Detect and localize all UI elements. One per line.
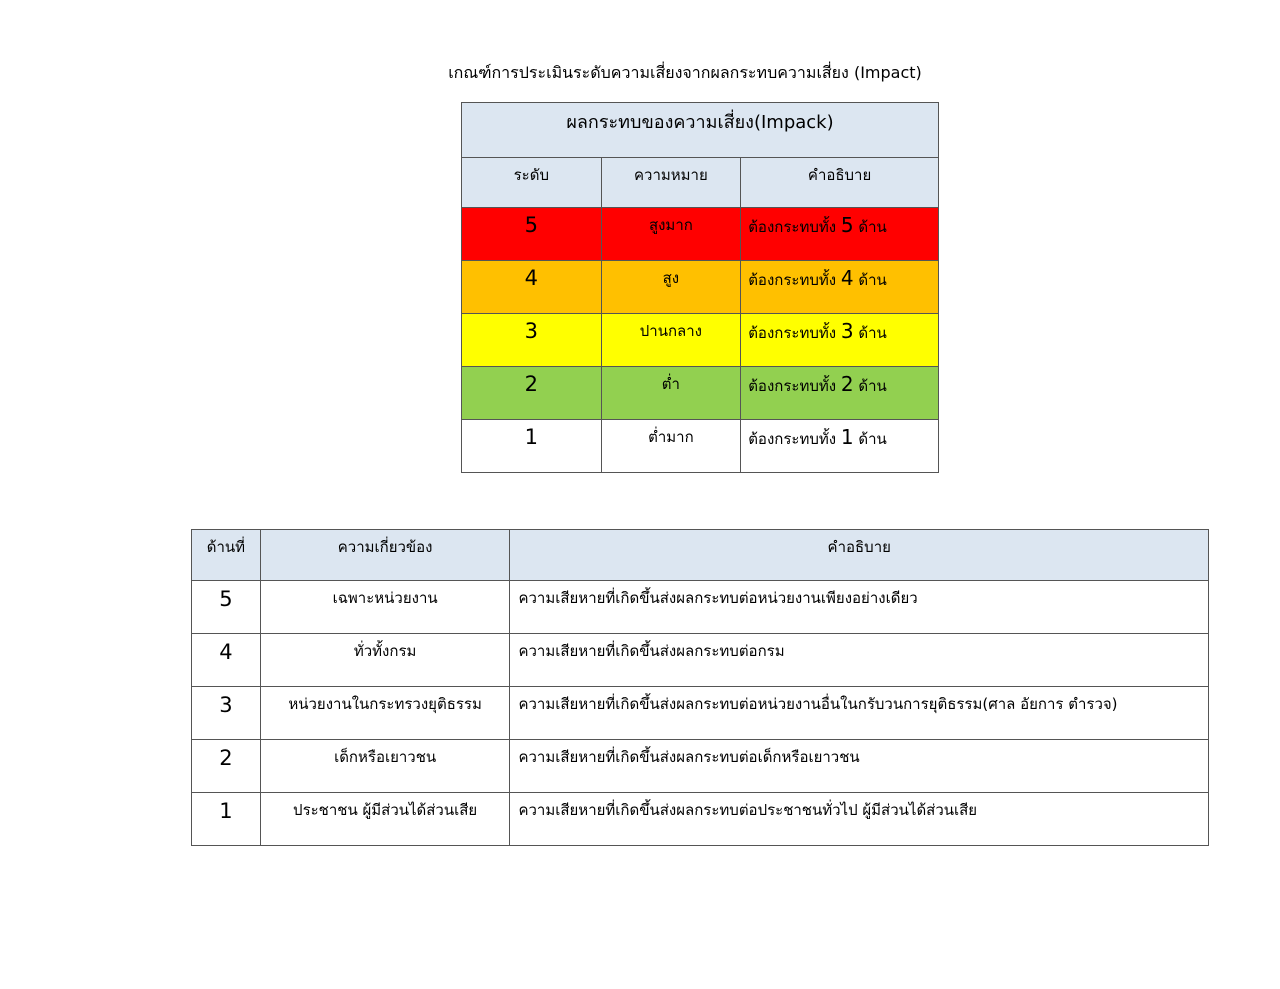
- aspect-header-row: [192, 530, 1209, 581]
- impact-row: [462, 314, 939, 367]
- header-relation: ความเกี่ยวข้อง: [260, 530, 510, 581]
- aspect-row: [192, 740, 1209, 793]
- aspect-row: [192, 581, 1209, 634]
- aspect-description: ความเสียหายที่เกิดขึ้นส่งผลกระทบต่อประชาชนทั่วไป ผู้มีส่วนได้ส่วนเสีย: [518, 801, 978, 819]
- aspect-number: 3: [219, 693, 233, 717]
- impact-row: [462, 261, 939, 314]
- impact-meaning: ปานกลาง: [639, 322, 702, 340]
- aspect-row: [192, 793, 1209, 846]
- header-meaning: ความหมาย: [601, 158, 741, 208]
- impact-level: 2: [524, 372, 538, 396]
- header-aspect-number: ด้านที่: [192, 530, 261, 581]
- aspect-row: [192, 634, 1209, 687]
- aspect-relation: ประชาชน ผู้มีส่วนได้ส่วนเสีย: [293, 801, 478, 819]
- impact-level: 1: [524, 425, 538, 449]
- impact-table: [461, 102, 939, 473]
- header-level: ระดับ: [462, 158, 602, 208]
- aspect-number: 4: [219, 640, 233, 664]
- impact-description: ต้องกระทบทั้ง 3 ด้าน: [748, 319, 887, 343]
- aspect-relation: เด็กหรือเยาวชน: [334, 748, 437, 766]
- aspect-description: ความเสียหายที่เกิดขึ้นส่งผลกระทบต่อหน่วยงานอื่นในกรับวนการยุติธรรม(ศาล อัยการ ตำรวจ): [518, 695, 1118, 713]
- impact-level: 4: [524, 266, 538, 290]
- impact-row: [462, 420, 939, 473]
- impact-meaning: สูง: [662, 269, 680, 287]
- aspect-number: 2: [219, 746, 233, 770]
- impact-meaning: ต่ำมาก: [648, 428, 694, 446]
- header-description: คำอธิบาย: [741, 158, 939, 208]
- document-title: เกณฑ์การประเมินระดับความเสี่ยงจากผลกระทบความเสี่ยง (Impact): [448, 63, 922, 82]
- impact-meaning: สูงมาก: [648, 216, 693, 234]
- impact-row: [462, 367, 939, 420]
- impact-level: 5: [524, 213, 538, 237]
- aspect-description: ความเสียหายที่เกิดขึ้นส่งผลกระทบต่อเด็กหรือเยาวชน: [518, 748, 860, 766]
- impact-level: 3: [524, 319, 538, 343]
- aspect-row: [192, 687, 1209, 740]
- aspect-description: ความเสียหายที่เกิดขึ้นส่งผลกระทบต่อหน่วยงานเพียงอย่างเดียว: [518, 589, 918, 607]
- impact-header-row: [462, 158, 939, 208]
- impact-description: ต้องกระทบทั้ง 5 ด้าน: [748, 213, 887, 237]
- aspect-relation: เฉพาะหน่วยงาน: [332, 589, 438, 607]
- aspect-description: ความเสียหายที่เกิดขึ้นส่งผลกระทบต่อกรม: [518, 642, 785, 660]
- header-aspect-description: คำอธิบาย: [510, 530, 1209, 581]
- impact-description: ต้องกระทบทั้ง 2 ด้าน: [748, 372, 887, 396]
- impact-table-title: ผลกระทบของความเสี่ยง(Impack): [462, 103, 939, 158]
- impact-description: ต้องกระทบทั้ง 1 ด้าน: [748, 425, 887, 449]
- impact-row: [462, 208, 939, 261]
- impact-meaning: ต่ำ: [661, 375, 680, 393]
- aspect-relation: หน่วยงานในกระทรวงยุติธรรม: [288, 695, 482, 713]
- aspect-relation: ทั่วทั้งกรม: [353, 642, 417, 660]
- aspect-number: 1: [219, 799, 233, 823]
- impact-description: ต้องกระทบทั้ง 4 ด้าน: [748, 266, 887, 290]
- aspect-table: [191, 529, 1209, 846]
- aspect-number: 5: [219, 587, 233, 611]
